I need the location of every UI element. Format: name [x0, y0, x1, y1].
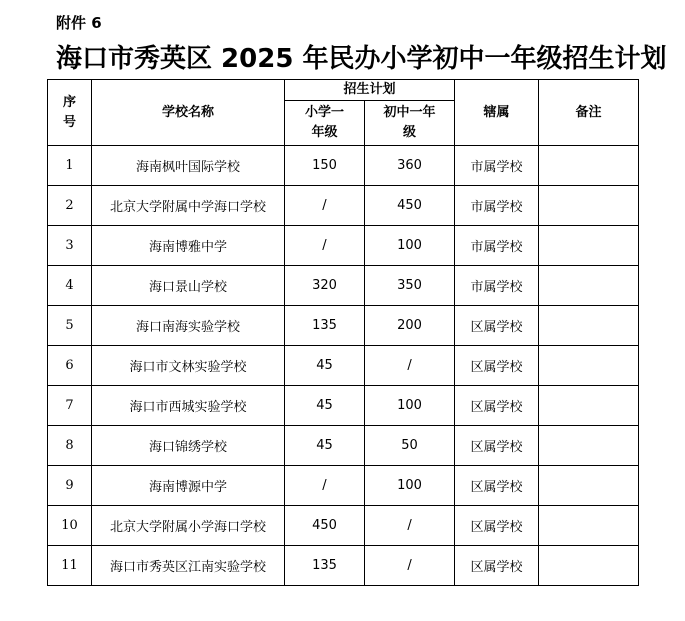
affiliation-cell: 区属学校 [455, 346, 539, 386]
junior-quota-cell: 50 [365, 426, 455, 466]
affiliation-cell: 区属学校 [455, 306, 539, 346]
primary-quota-cell: 45 [285, 426, 365, 466]
remarks-cell [539, 266, 639, 306]
affiliation-cell: 区属学校 [455, 426, 539, 466]
header-primary-line2: 年级 [311, 125, 338, 140]
primary-quota-cell: 450 [285, 506, 365, 546]
remarks-cell [539, 386, 639, 426]
header-affiliation: 辖属 [455, 80, 539, 146]
table-row [48, 506, 639, 546]
remarks-cell [539, 306, 639, 346]
affiliation-cell: 区属学校 [455, 466, 539, 506]
school-name-cell: 海口市秀英区江南实验学校 [92, 546, 285, 586]
header-school-name: 学校名称 [92, 80, 285, 146]
school-name-cell: 北京大学附属小学海口学校 [92, 506, 285, 546]
primary-quota-cell: / [285, 226, 365, 266]
junior-quota-cell: 360 [365, 146, 455, 186]
table-row [48, 346, 639, 386]
remarks-cell [539, 346, 639, 386]
row-number-cell: 2 [48, 186, 92, 226]
primary-quota-cell: 45 [285, 346, 365, 386]
primary-quota-cell: / [285, 186, 365, 226]
header-seq-line1: 序 [62, 94, 76, 110]
school-name-cell: 海口景山学校 [92, 266, 285, 306]
affiliation-cell: 市属学校 [455, 146, 539, 186]
remarks-cell [539, 186, 639, 226]
enrollment-plan-table [47, 79, 639, 586]
row-number-cell: 1 [48, 146, 92, 186]
attachment-label: 附件 6 [56, 14, 102, 32]
junior-quota-cell: 450 [365, 186, 455, 226]
header-junior-line2: 级 [403, 125, 417, 140]
school-name-cell: 海口市西城实验学校 [92, 386, 285, 426]
school-name-cell: 海南博源中学 [92, 466, 285, 506]
junior-quota-cell: / [365, 546, 455, 586]
row-number-cell: 11 [48, 546, 92, 586]
junior-quota-cell: 350 [365, 266, 455, 306]
header-seq-line2: 号 [62, 114, 76, 130]
header-primary-line1: 小学一 [304, 105, 344, 120]
header-seq [48, 80, 92, 146]
affiliation-cell: 市属学校 [455, 186, 539, 226]
table-row [48, 546, 639, 586]
school-name-cell: 海口锦绣学校 [92, 426, 285, 466]
page-title: 海口市秀英区 2025 年民办小学初中一年级招生计划 [56, 44, 667, 74]
primary-quota-cell: / [285, 466, 365, 506]
header-junior-grade1 [365, 101, 455, 146]
table-row [48, 186, 639, 226]
junior-quota-cell: 100 [365, 226, 455, 266]
table-row [48, 306, 639, 346]
table-body [48, 146, 639, 586]
primary-quota-cell: 135 [285, 306, 365, 346]
header-junior-line1: 初中一年 [383, 105, 436, 120]
remarks-cell [539, 146, 639, 186]
primary-quota-cell: 135 [285, 546, 365, 586]
affiliation-cell: 区属学校 [455, 546, 539, 586]
junior-quota-cell: 200 [365, 306, 455, 346]
junior-quota-cell: 100 [365, 466, 455, 506]
table-row [48, 146, 639, 186]
affiliation-cell: 市属学校 [455, 226, 539, 266]
header-remarks: 备注 [539, 80, 639, 146]
primary-quota-cell: 150 [285, 146, 365, 186]
junior-quota-cell: / [365, 506, 455, 546]
school-name-cell: 海南博雅中学 [92, 226, 285, 266]
school-name-cell: 海口南海实验学校 [92, 306, 285, 346]
table-row [48, 466, 639, 506]
row-number-cell: 8 [48, 426, 92, 466]
row-number-cell: 6 [48, 346, 92, 386]
affiliation-cell: 区属学校 [455, 506, 539, 546]
primary-quota-cell: 320 [285, 266, 365, 306]
row-number-cell: 10 [48, 506, 92, 546]
remarks-cell [539, 546, 639, 586]
table-row [48, 266, 639, 306]
primary-quota-cell: 45 [285, 386, 365, 426]
row-number-cell: 5 [48, 306, 92, 346]
table-row [48, 426, 639, 466]
row-number-cell: 9 [48, 466, 92, 506]
row-number-cell: 4 [48, 266, 92, 306]
remarks-cell [539, 426, 639, 466]
table-row [48, 226, 639, 266]
remarks-cell [539, 466, 639, 506]
remarks-cell [539, 506, 639, 546]
school-name-cell: 北京大学附属中学海口学校 [92, 186, 285, 226]
school-name-cell: 海南枫叶国际学校 [92, 146, 285, 186]
affiliation-cell: 区属学校 [455, 386, 539, 426]
school-name-cell: 海口市文林实验学校 [92, 346, 285, 386]
remarks-cell [539, 226, 639, 266]
row-number-cell: 7 [48, 386, 92, 426]
junior-quota-cell: 100 [365, 386, 455, 426]
header-plan: 招生计划 [285, 80, 455, 101]
junior-quota-cell: / [365, 346, 455, 386]
header-primary-grade1 [285, 101, 365, 146]
affiliation-cell: 市属学校 [455, 266, 539, 306]
row-number-cell: 3 [48, 226, 92, 266]
table-row [48, 386, 639, 426]
